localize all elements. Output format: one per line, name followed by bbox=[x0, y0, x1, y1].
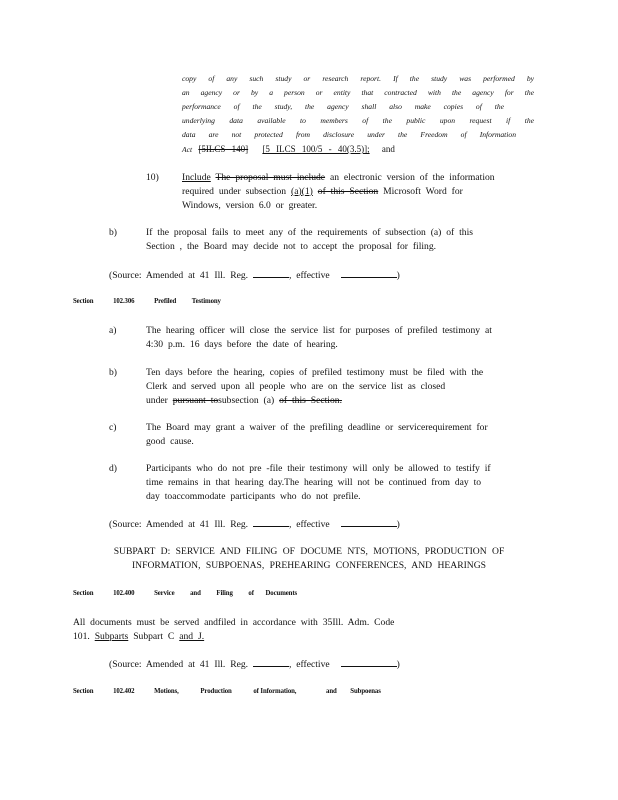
s306-d-text bbox=[146, 462, 536, 503]
s400-segment: 101. bbox=[73, 630, 90, 642]
item-10-line bbox=[182, 185, 532, 199]
section-strike: of this Section bbox=[279, 394, 340, 406]
source-text: (Source: Amended at 41 Ill. Reg. bbox=[109, 270, 249, 281]
section-title: and bbox=[326, 688, 337, 695]
include-insert: Include bbox=[182, 172, 211, 183]
item-b-line: If the proposal fails to meet any of the requirements of subsection (a) of this bbox=[146, 227, 473, 238]
s306-a-line: The hearing officer will close the service list for purposes of prefiled testimony at bbox=[146, 325, 492, 336]
item-10-text bbox=[182, 171, 532, 212]
item-10-line: Windows, version 6.0 or greater. bbox=[182, 199, 318, 211]
source-text: , effective bbox=[288, 659, 330, 670]
section-strike: of this Section bbox=[317, 185, 379, 197]
section-number: 102.402 bbox=[113, 688, 135, 695]
item-10-text-segment: required under subsection bbox=[182, 185, 287, 197]
quoted-paragraph bbox=[182, 72, 534, 157]
section-title: Prefiled bbox=[154, 298, 177, 305]
quote-line: underlying data available to members of the public upon request if the bbox=[182, 116, 534, 125]
s306-b-line bbox=[146, 394, 536, 408]
section-title: of Information, bbox=[253, 688, 297, 695]
s306-b-segment: . bbox=[339, 394, 342, 406]
item-b-line: Section , the Board may decide not to accept the proposal for filing. bbox=[146, 240, 437, 252]
s306-d-label: d) bbox=[109, 463, 117, 474]
s400-segment: Subpart C bbox=[133, 630, 175, 642]
section-title: of bbox=[248, 590, 254, 597]
section-title: and bbox=[190, 590, 201, 597]
item-10-number: 10) bbox=[146, 172, 159, 183]
blank-line bbox=[253, 657, 289, 667]
blank-line bbox=[341, 657, 397, 667]
s400-line bbox=[73, 630, 453, 644]
source-text: (Source: Amended at 41 Ill. Reg. bbox=[109, 519, 249, 530]
s306-c-line: good cause. bbox=[146, 435, 194, 447]
s306-d-line: day toaccommodate participants who do not prefile. bbox=[146, 490, 361, 502]
section-title: Subpoenas bbox=[350, 688, 381, 695]
source-text: ) bbox=[396, 519, 400, 530]
s306-a-line: 4:30 p.m. 16 days before the date of hearing. bbox=[146, 338, 338, 350]
s400-body bbox=[73, 616, 453, 644]
s306-a-label: a) bbox=[109, 325, 117, 336]
quote-line: performance of the study, the agency shall also make copies of the bbox=[182, 102, 504, 111]
and-word: and bbox=[381, 144, 395, 154]
quote-line: an agency or by a person or entity that contracted with the agency for the bbox=[182, 88, 534, 97]
s306-b-segment: subsection (a) bbox=[218, 394, 275, 406]
source-text: (Source: Amended at 41 Ill. Reg. bbox=[109, 659, 249, 670]
section-word: Section bbox=[73, 590, 94, 597]
item-10-rest: an electronic version of the information bbox=[329, 172, 495, 183]
source-text: ) bbox=[396, 659, 400, 670]
item-b-label: b) bbox=[109, 227, 117, 238]
citation-old: [5ILCS 140] bbox=[198, 144, 249, 154]
item-10-text-segment: Microsoft Word for bbox=[383, 185, 463, 197]
section-title: Documents bbox=[265, 590, 298, 597]
blank-line bbox=[341, 268, 397, 278]
source-text: , effective bbox=[288, 270, 330, 281]
s306-b-line: Ten days before the hearing, copies of prefiled testimony must be filed with the bbox=[146, 367, 484, 378]
item-10-line bbox=[182, 171, 532, 185]
section-heading-306 bbox=[73, 298, 221, 305]
s306-a-text bbox=[146, 324, 546, 352]
section-title: Testimony bbox=[191, 298, 221, 305]
source-text: , effective bbox=[288, 519, 330, 530]
blank-line bbox=[253, 268, 289, 278]
proposal-strike: The proposal must include bbox=[215, 172, 326, 183]
s306-b-segment: under bbox=[146, 394, 168, 406]
item-b-text bbox=[146, 226, 536, 254]
quote-last-line bbox=[182, 142, 534, 157]
section-number: 102.400 bbox=[113, 590, 135, 597]
section-word: Section bbox=[73, 688, 94, 695]
s306-c-line: The Board may grant a waiver of the prefiling deadline or servicerequirement for bbox=[146, 422, 488, 433]
subpart-line: INFORMATION, SUBPOENAS, PREHEARING CONFERENCES, AND HEARINGS bbox=[131, 559, 486, 571]
section-heading-400 bbox=[73, 590, 297, 597]
blank-line bbox=[253, 517, 289, 527]
subsection-ref: (a)(1) bbox=[291, 185, 313, 197]
act-word: Act bbox=[182, 145, 193, 154]
source-note bbox=[109, 657, 400, 672]
subpart-heading bbox=[70, 545, 548, 573]
s400-line: All documents must be served andfiled in accordance with 35Ill. Adm. Code bbox=[73, 617, 395, 628]
source-note bbox=[109, 268, 400, 283]
section-title: Production bbox=[200, 688, 232, 695]
quote-line: copy of any such study or research report. If the study was performed by bbox=[182, 74, 534, 83]
s306-d-line: Participants who do not pre -file their testimony will only be allowed to testify if bbox=[146, 463, 491, 474]
quote-line: data are not protected from disclosure under the Freedom of Information bbox=[182, 130, 516, 139]
section-number: 102.306 bbox=[113, 298, 135, 305]
pursuant-strike: pursuant to bbox=[172, 394, 219, 406]
and-j-insert: and J. bbox=[179, 630, 205, 642]
citation-new: [5 ILCS 100/5 - 40(3.5)]; bbox=[262, 144, 370, 154]
subpart-line: SUBPART D: SERVICE AND FILING OF DOCUME NTS, MOTIONS, PRODUCTION OF bbox=[113, 546, 505, 557]
source-note bbox=[109, 517, 400, 532]
section-title: Filing bbox=[216, 590, 233, 597]
s306-b-label: b) bbox=[109, 367, 117, 378]
s306-c-label: c) bbox=[109, 422, 117, 433]
s306-b-text bbox=[146, 366, 536, 407]
section-heading-402 bbox=[73, 688, 381, 695]
blank-line bbox=[341, 517, 397, 527]
source-text: ) bbox=[396, 270, 400, 281]
s306-b-line: Clerk and served upon all people who are on the service list as closed bbox=[146, 380, 446, 392]
subparts-insert: Subparts bbox=[94, 630, 129, 642]
section-title: Service bbox=[154, 590, 175, 597]
s306-c-text bbox=[146, 421, 536, 449]
section-word: Section bbox=[73, 298, 94, 305]
s306-d-line: time remains in that hearing day.The hearing will not be continued from day to bbox=[146, 476, 482, 488]
section-title: Motions, bbox=[154, 688, 179, 695]
